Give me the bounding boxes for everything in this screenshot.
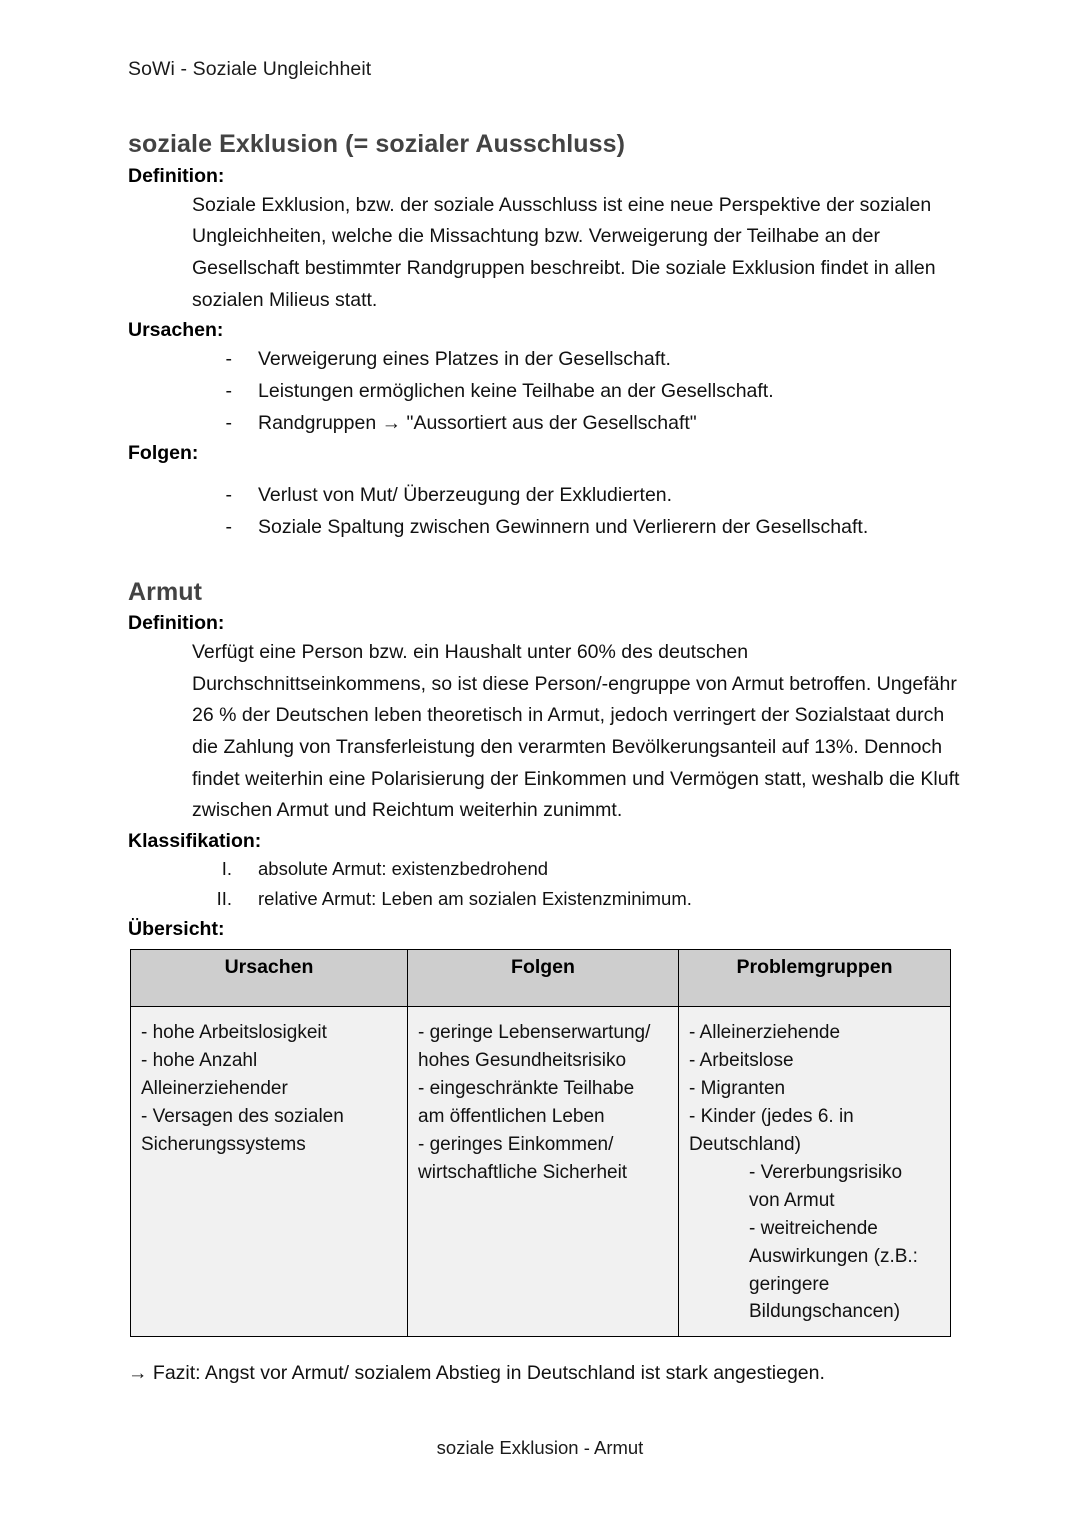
cell-line: - geringe Lebenserwartung/ bbox=[418, 1022, 651, 1044]
list-item-label: Leistungen ermöglichen keine Teilhabe an der Gesellschaft. bbox=[258, 379, 774, 402]
list-item-label: Verlust von Mut/ Überzeugung der Exkludierten. bbox=[258, 484, 673, 507]
cell-line: hohes Gesundheitsrisiko bbox=[418, 1050, 627, 1072]
spacer bbox=[128, 467, 964, 480]
list-item bbox=[128, 344, 964, 376]
bullet-marker: - bbox=[225, 411, 232, 434]
cell-line: - geringes Einkommen/ bbox=[418, 1133, 614, 1155]
cell-problemgruppen bbox=[679, 1007, 951, 1337]
cell-line: - eingeschränkte Teilhabe bbox=[418, 1078, 635, 1100]
folgen-list bbox=[128, 480, 964, 543]
list-item-label: Verweigerung eines Platzes in der Gesellschaft. bbox=[258, 348, 671, 371]
list-item-label: Soziale Spaltung zwischen Gewinnern und Verlierern der Gesellschaft. bbox=[258, 515, 869, 538]
cell-line-sub: von Armut bbox=[749, 1189, 835, 1211]
definition-text-armut: Verfügt eine Person bzw. ein Haushalt unter 60% des deutschen Durchschnittseinkommens, so ist diese Person/-engruppe von Armut betroffen. Ungefähr 26 % der Deutschen leben theoretisch in Armut, jedoch verringert der Sozialstaat durch die Zahlung von Transferleistung den verarmten Bevölkerungsanteil auf 13%. Dennoch findet weiterhin eine Polarisierung der Einkommen und Vermögen statt, weshalb die Kluft zwischen Armut und Reichtum weiterhin zunimmt. bbox=[192, 641, 960, 822]
cell-line: - Versagen des sozialen bbox=[141, 1105, 344, 1127]
table-header-row bbox=[131, 950, 951, 1007]
cell-line: - hohe Anzahl bbox=[141, 1050, 258, 1072]
fazit-text: → Fazit: Angst vor Armut/ sozialem Abstieg in Deutschland ist stark angestiegen. bbox=[128, 1362, 825, 1385]
list-item bbox=[128, 480, 964, 512]
cell-line: - Kinder (jedes 6. in bbox=[689, 1105, 854, 1127]
cell-line: - Arbeitslose bbox=[689, 1050, 794, 1072]
definition-text-exklusion: Soziale Exklusion, bzw. der soziale Ausschluss ist eine neue Perspektive der sozialen Ungleichheiten, welche die Missachtung bzw. Verweigerung der Teilhabe an der Gesellschaft bestimmter Randgruppen beschreibt. Die soziale Exklusion findet in allen sozialen Milieus statt. bbox=[192, 193, 936, 311]
list-item bbox=[128, 408, 964, 440]
list-item bbox=[128, 855, 964, 885]
overview-table bbox=[130, 949, 951, 1337]
roman-marker: I. bbox=[221, 858, 232, 879]
list-item-label: absolute Armut: existenzbedrohend bbox=[258, 858, 549, 879]
document-footer: soziale Exklusion - Armut bbox=[436, 1437, 644, 1458]
list-item-label: relative Armut: Leben am sozialen Existenzminimum. bbox=[258, 887, 692, 909]
definition-label-armut: Definition: bbox=[128, 612, 225, 634]
bullet-marker: - bbox=[225, 379, 232, 402]
cell-line: Alleinerziehender bbox=[141, 1078, 288, 1100]
column-header-ursachen: Ursachen bbox=[131, 950, 408, 1007]
bullet-marker: - bbox=[225, 484, 232, 507]
cell-line: Deutschland) bbox=[689, 1133, 801, 1155]
list-item-label: Randgruppen → "Aussortiert aus der Gesellschaft" bbox=[258, 411, 697, 434]
cell-line: - Migranten bbox=[689, 1078, 786, 1100]
cell-ursachen bbox=[131, 1007, 408, 1337]
uebersicht-label: Übersicht: bbox=[128, 917, 225, 940]
cell-line-sub: - weitreichende bbox=[749, 1217, 878, 1239]
cell-folgen bbox=[408, 1007, 679, 1337]
cell-line: - Alleinerziehende bbox=[689, 1022, 841, 1044]
cell-line: am öffentlichen Leben bbox=[418, 1105, 605, 1127]
table-row bbox=[131, 1007, 951, 1337]
bullet-marker: - bbox=[225, 515, 232, 538]
cell-line-sub: Bildungschancen) bbox=[749, 1301, 901, 1323]
klassifikation-list bbox=[128, 855, 964, 915]
spacer bbox=[128, 544, 964, 578]
folgen-label: Folgen: bbox=[128, 442, 199, 465]
ursachen-list bbox=[128, 344, 964, 439]
document-body bbox=[128, 130, 964, 1389]
cell-line: Sicherungssystems bbox=[141, 1133, 306, 1155]
bullet-marker: - bbox=[225, 348, 232, 371]
list-item bbox=[128, 512, 964, 544]
list-item bbox=[128, 376, 964, 408]
cell-line: wirtschaftliche Sicherheit bbox=[418, 1161, 628, 1183]
cell-line: - hohe Arbeitslosigkeit bbox=[141, 1022, 327, 1044]
list-item bbox=[128, 885, 964, 915]
column-header-problemgruppen: Problemgruppen bbox=[679, 950, 951, 1007]
definition-label-exklusion: Definition: bbox=[128, 164, 225, 187]
cell-line-sub: Auswirkungen (z.B.: bbox=[749, 1245, 918, 1267]
section-title-armut: Armut bbox=[128, 577, 203, 606]
klassifikation-label: Klassifikation: bbox=[128, 829, 262, 852]
running-header: SoWi - Soziale Ungleichheit bbox=[128, 58, 372, 80]
cell-line-sub: geringere bbox=[749, 1273, 830, 1295]
ursachen-label: Ursachen: bbox=[128, 319, 224, 342]
roman-marker: II. bbox=[216, 887, 232, 909]
cell-line-sub: - Vererbungsrisiko bbox=[749, 1161, 903, 1183]
column-header-folgen: Folgen bbox=[408, 950, 679, 1007]
section-title-exklusion: soziale Exklusion (= sozialer Ausschluss) bbox=[128, 130, 626, 158]
